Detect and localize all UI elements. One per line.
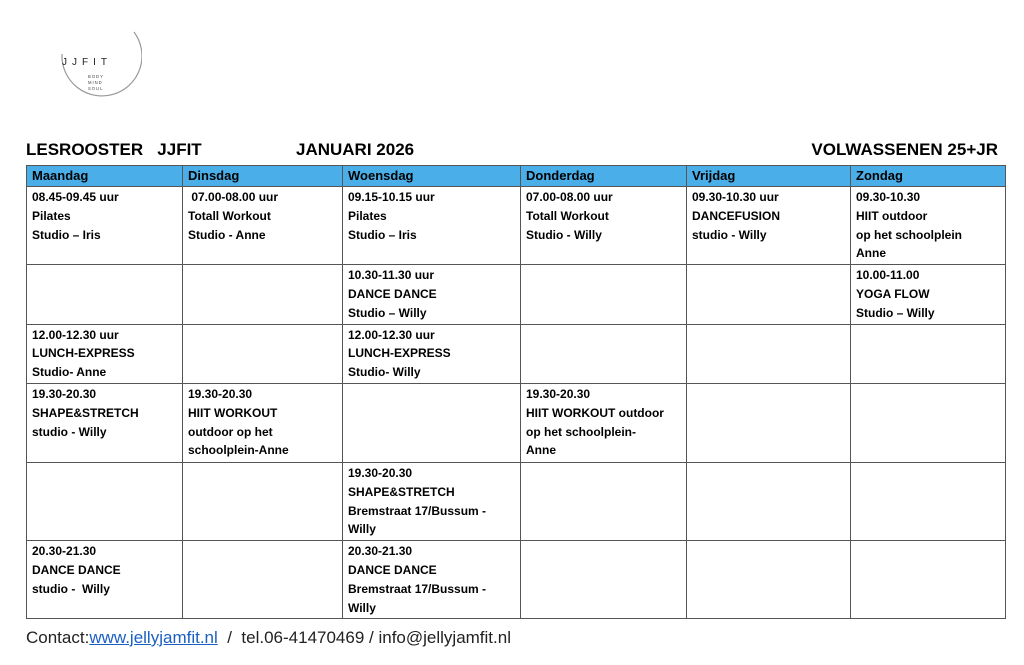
- class-location: studio - Willy: [32, 424, 107, 439]
- class-time: 12.00-12.30 uur: [348, 327, 435, 342]
- contact-label: Contact:: [26, 628, 90, 647]
- class-time: 20.30-21.30: [32, 544, 97, 559]
- class-name: DANCEFUSION: [692, 208, 781, 223]
- class-name: HIIT outdoor: [856, 208, 928, 223]
- empty-slot: [183, 265, 343, 324]
- website-link[interactable]: www.jellyjamfit.nl: [89, 628, 218, 647]
- class-name: SHAPE&STRETCH: [348, 484, 455, 499]
- class-location: Studio – Iris: [32, 227, 101, 242]
- class-slot: [343, 265, 521, 324]
- contact-details: / tel.06-41470469 / info@jellyjamfit.nl: [217, 628, 511, 647]
- empty-slot: [687, 462, 851, 540]
- logo-tagline-word: BODY: [88, 74, 104, 79]
- class-time: 09.30-10.30 uur: [692, 190, 779, 204]
- class-slot: [521, 187, 687, 265]
- class-location: Willy: [348, 600, 376, 615]
- class-time: 19.30-20.30: [188, 386, 253, 401]
- empty-slot: [183, 462, 343, 540]
- class-slot: [183, 187, 343, 265]
- class-time: 19.30-20.30: [348, 465, 413, 480]
- day-header: Woensdag: [343, 166, 521, 187]
- class-slot: [343, 541, 521, 619]
- day-header: Donderdag: [521, 166, 687, 187]
- class-slot: [343, 324, 521, 383]
- class-time: 19.30-20.30: [526, 386, 591, 401]
- day-header: Dinsdag: [183, 166, 343, 187]
- class-location: op het schoolplein: [856, 227, 963, 242]
- class-slot: [183, 383, 343, 462]
- class-slot: [687, 187, 851, 265]
- class-location: Studio- Willy: [348, 365, 421, 380]
- class-slot: [27, 541, 183, 619]
- schedule-row: [27, 324, 1006, 383]
- class-location: Anne: [526, 443, 556, 458]
- class-name: HIIT WORKOUT: [188, 405, 278, 420]
- class-location: Bremstraat 17/Bussum -: [348, 581, 487, 596]
- class-location: schoolplein-Anne: [188, 443, 289, 458]
- schedule-title: LESROOSTER JJFIT: [26, 140, 202, 159]
- class-name: DANCE DANCE: [32, 562, 121, 577]
- class-slot: [343, 187, 521, 265]
- class-name: Pilates: [32, 208, 71, 223]
- class-time: 09.30-10.30: [856, 190, 921, 204]
- class-slot: [343, 462, 521, 540]
- class-location: Willy: [348, 522, 376, 537]
- class-time: 07.00-08.00 uur: [188, 190, 279, 204]
- day-header: Maandag: [27, 166, 183, 187]
- empty-slot: [851, 462, 1006, 540]
- empty-slot: [27, 462, 183, 540]
- class-slot: [851, 265, 1006, 324]
- class-name: DANCE DANCE: [348, 562, 437, 577]
- class-time: 12.00-12.30 uur: [32, 327, 119, 342]
- class-slot: [851, 187, 1006, 265]
- schedule-table: [26, 165, 1006, 619]
- class-location: Studio- Anne: [32, 365, 107, 380]
- class-time: 19.30-20.30: [32, 386, 97, 401]
- class-time: 09.15-10.15 uur: [348, 190, 435, 204]
- class-name: LUNCH-EXPRESS: [348, 346, 451, 361]
- class-slot: [27, 324, 183, 383]
- class-name: DANCE DANCE: [348, 286, 437, 301]
- brand-logo: [56, 18, 142, 104]
- class-slot: [27, 383, 183, 462]
- empty-slot: [183, 541, 343, 619]
- class-location: outdoor op het: [188, 424, 273, 439]
- class-location: studio - Willy: [692, 227, 767, 242]
- empty-slot: [687, 541, 851, 619]
- class-location: Studio – Willy: [348, 305, 427, 320]
- class-time: 10.00-11.00: [856, 268, 920, 283]
- class-time: 07.00-08.00 uur: [526, 190, 613, 204]
- class-location: Studio - Willy: [526, 227, 602, 242]
- empty-slot: [183, 324, 343, 383]
- schedule-month: JANUARI 2026: [296, 140, 415, 159]
- schedule-row: [27, 383, 1006, 462]
- class-location: Studio – Willy: [856, 305, 935, 320]
- schedule-row: [27, 187, 1006, 265]
- empty-slot: [521, 324, 687, 383]
- schedule-row: [27, 265, 1006, 324]
- empty-slot: [343, 383, 521, 462]
- class-location: Anne: [856, 246, 886, 261]
- class-time: 20.30-21.30: [348, 544, 413, 559]
- class-name: SHAPE&STRETCH: [32, 405, 139, 420]
- empty-slot: [851, 541, 1006, 619]
- class-location: Bremstraat 17/Bussum -: [348, 503, 487, 518]
- empty-slot: [687, 383, 851, 462]
- class-name: Totall Workout: [526, 208, 609, 223]
- class-time: 08.45-09.45 uur: [32, 190, 119, 204]
- class-location: Studio – Iris: [348, 227, 417, 242]
- class-name: HIIT WORKOUT outdoor: [526, 405, 664, 420]
- empty-slot: [851, 383, 1006, 462]
- logo-tagline-word: SOUL: [88, 86, 104, 91]
- logo-tagline-word: MIND: [88, 80, 103, 85]
- empty-slot: [851, 324, 1006, 383]
- logo-title: JJFIT: [62, 57, 112, 68]
- logo-tagline: [88, 74, 104, 92]
- day-header: Zondag: [851, 166, 1006, 187]
- class-location: studio - Willy: [32, 581, 110, 596]
- class-name: Totall Workout: [188, 208, 271, 223]
- empty-slot: [521, 462, 687, 540]
- class-location: Studio - Anne: [188, 227, 266, 242]
- day-header-row: [27, 166, 1006, 187]
- class-name: Pilates: [348, 208, 387, 223]
- empty-slot: [27, 265, 183, 324]
- empty-slot: [521, 541, 687, 619]
- contact-line: [26, 628, 511, 648]
- schedule-row: [27, 462, 1006, 540]
- class-location: op het schoolplein-: [526, 424, 636, 439]
- class-slot: [521, 383, 687, 462]
- schedule-audience: VOLWASSENEN 25+JR: [811, 140, 998, 159]
- schedule-header: [26, 140, 1004, 164]
- schedule-row: [27, 541, 1006, 619]
- day-header: Vrijdag: [687, 166, 851, 187]
- class-name: LUNCH-EXPRESS: [32, 346, 135, 361]
- class-slot: [27, 187, 183, 265]
- class-name: YOGA FLOW: [856, 286, 930, 301]
- empty-slot: [687, 265, 851, 324]
- empty-slot: [687, 324, 851, 383]
- empty-slot: [521, 265, 687, 324]
- class-time: 10.30-11.30 uur: [348, 268, 435, 283]
